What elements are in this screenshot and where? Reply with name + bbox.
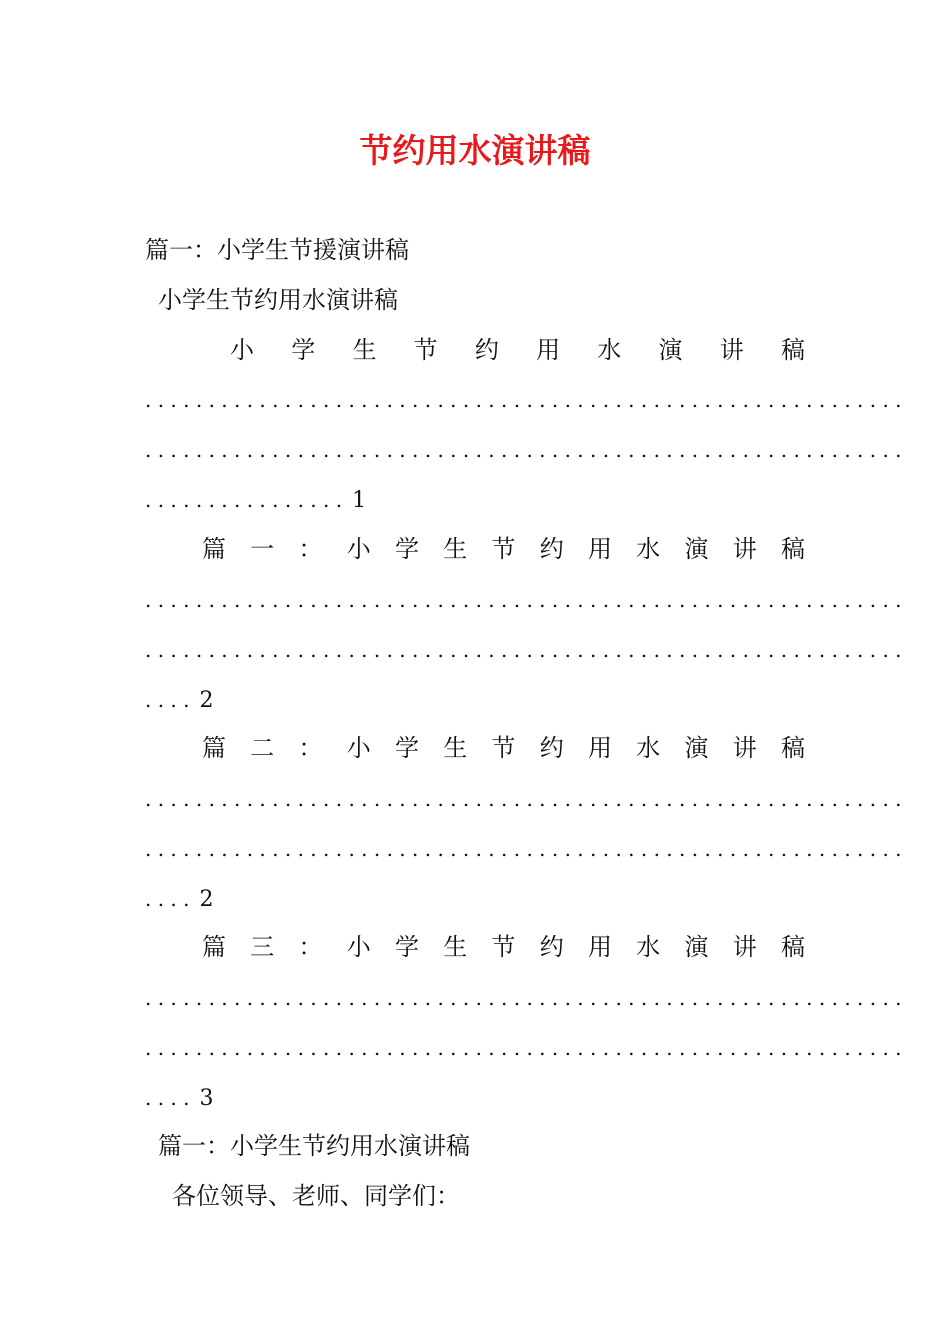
toc-entry-char: 小 [346, 734, 371, 762]
toc-entry-2 [202, 732, 805, 764]
toc-main-title [230, 334, 805, 366]
toc-entry-char: 学 [395, 535, 419, 563]
toc-entry-char: ： [298, 734, 323, 762]
toc-main-char: 讲 [719, 336, 744, 364]
toc-page-number: 3 [199, 1086, 214, 1111]
toc-entry-1 [202, 533, 805, 565]
toc-entry-char: 稿 [781, 734, 805, 762]
toc-entry-char: ： [298, 933, 323, 961]
toc-main-char: 稿 [780, 336, 805, 364]
toc-entry-3 [202, 931, 805, 963]
toc-entry-char: 生 [443, 933, 468, 961]
toc-entry-char: 水 [636, 933, 661, 961]
toc-entry-char: 小 [346, 535, 371, 563]
toc-entry-char: 稿 [781, 535, 805, 563]
toc-entry-char: 用 [588, 734, 612, 762]
toc-entry-char: 演 [684, 933, 709, 961]
toc-entry-char: 节 [491, 734, 516, 762]
toc-leader-dots: . . . . . . . . . . . . . . . . . . . . . . . . . . . . . . . . . . . . . . . . . . . . . . . . . . . . . . . . . . . . [145, 787, 902, 811]
toc-main-char: 水 [597, 336, 622, 364]
toc-leader-dots: . . . . . . . . . . . . . . . . . . . . . . . . . . . . . . . . . . . . . . . . . . . . . . . . . . . . . . . . . . . . [145, 438, 902, 462]
toc-entry-char: 篇 [202, 933, 226, 961]
toc-entry-char: 篇 [202, 734, 226, 762]
toc-leader-dots: . . . . . . . . . . . . . . . . . . . . . . . . . . . . . . . . . . . . . . . . . . . . . . . . . . . . . . . . . . . . [145, 986, 902, 1010]
document-title: 节约用水演讲稿 [359, 131, 591, 170]
toc-main-char: 生 [352, 336, 377, 364]
toc-entry-char: 约 [539, 933, 564, 961]
toc-main-char: 节 [413, 336, 438, 364]
toc-entry-char: 生 [443, 734, 468, 762]
toc-entry-char: 讲 [732, 734, 757, 762]
toc-leader-tail: . . . . 2 [145, 887, 214, 912]
toc-entry-char: 三 [250, 933, 275, 961]
toc-entry-char: 学 [395, 734, 419, 762]
toc-main-char: 演 [658, 336, 683, 364]
toc-entry-char: 演 [684, 734, 709, 762]
toc-leader-tail: . . . . . . . . . . . . . . . . 1 [145, 488, 367, 513]
toc-entry-char: 讲 [732, 535, 757, 563]
toc-entry-char: 用 [588, 535, 612, 563]
body-heading: 篇一：小学生节约用水演讲稿 [158, 1132, 470, 1160]
toc-entry-char: 一 [250, 535, 275, 563]
toc-entry-char: 节 [491, 933, 516, 961]
toc-leader-tail: . . . . 2 [145, 688, 214, 713]
toc-leader-dots: . . . . . . . . . . . . . . . . . . . . . . . . . . . . . . . . . . . . . . . . . . . . . . . . . . . . . . . . . . . . [145, 638, 902, 662]
toc-entry-char: ： [298, 535, 323, 563]
toc-leader-dots: . . . . . . . . . . . . . . . . . . . . . . . . . . . . . . . . . . . . . . . . . . . . . . . . . . . . . . . . . . . . [145, 1036, 902, 1060]
toc-main-char: 用 [536, 336, 561, 364]
toc-main-char: 约 [474, 336, 499, 364]
toc-entry-char: 节 [491, 535, 516, 563]
toc-leader-tail: . . . . 3 [145, 1086, 214, 1111]
toc-entry-char: 水 [636, 535, 661, 563]
toc-leader-dots: . . . . . . . . . . . . . . . . . . . . . . . . . . . . . . . . . . . . . . . . . . . . . . . . . . . . . . . . . . . . [145, 588, 902, 612]
toc-main-char: 小 [230, 336, 254, 364]
toc-entry-char: 约 [539, 535, 564, 563]
toc-entry-char: 生 [443, 535, 468, 563]
toc-entry-char: 讲 [732, 933, 757, 961]
toc-main-char: 学 [291, 336, 316, 364]
toc-entry-char: 小 [346, 933, 371, 961]
toc-leader-dots: . . . . . . . . . . . . . . . . . . . . . . . . . . . . . . . . . . . . . . . . . . . . . . . . . . . . . . . . . . . . [145, 837, 902, 861]
toc-entry-char: 二 [250, 734, 275, 762]
toc-page-number: 1 [352, 488, 367, 513]
toc-entry-char: 用 [588, 933, 612, 961]
toc-entry-char: 学 [395, 933, 419, 961]
toc-page-number: 2 [199, 887, 214, 912]
subtitle-1: 篇一：小学生节援演讲稿 [145, 236, 409, 264]
toc-entry-char: 篇 [202, 535, 226, 563]
subtitle-2: 小学生节约用水演讲稿 [158, 286, 398, 314]
toc-entry-char: 稿 [781, 933, 805, 961]
toc-leader-dots: . . . . . . . . . . . . . . . . . . . . . . . . . . . . . . . . . . . . . . . . . . . . . . . . . . . . . . . . . . . . [145, 388, 902, 412]
toc-page-number: 2 [199, 688, 214, 713]
toc-entry-char: 演 [684, 535, 709, 563]
greeting: 各位领导、老师、同学们： [172, 1182, 460, 1210]
toc-entry-char: 水 [636, 734, 661, 762]
toc-entry-char: 约 [539, 734, 564, 762]
